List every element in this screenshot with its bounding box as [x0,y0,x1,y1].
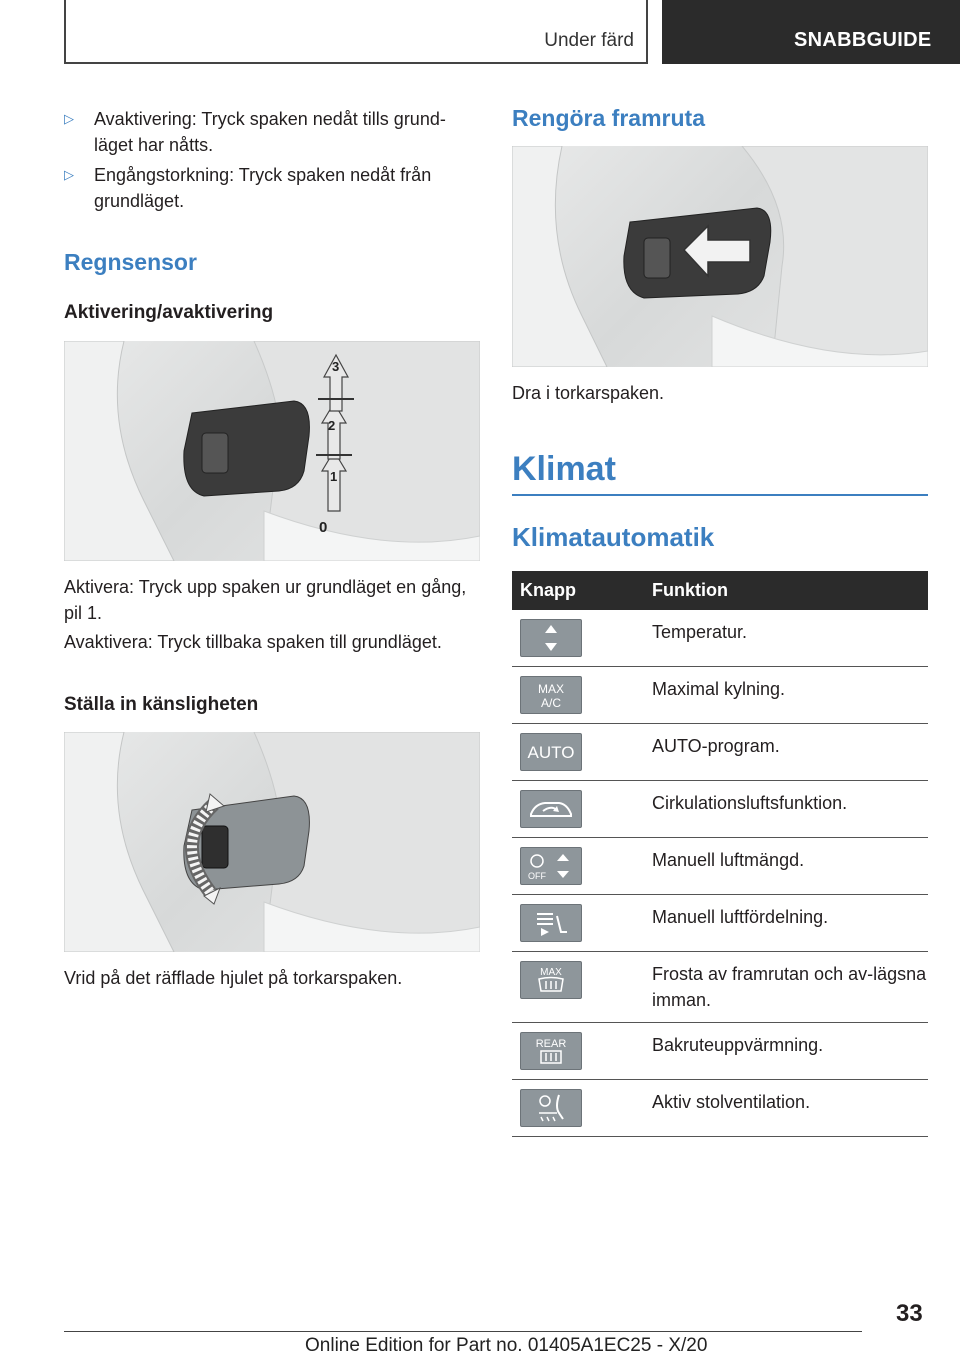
section-title-regnsensor: Regnsensor [64,249,197,275]
chapter-title-klimat: Klimat [512,450,616,488]
table-cell-function: Maximal kylning. [644,667,928,724]
table-cell-function: Cirkulationsluftsfunktion. [644,781,928,838]
seat-ventilation-icon [520,1089,582,1127]
paragraph-activate: Aktivera: Tryck upp spaken ur grundläget en gång, pil 1. [64,577,467,623]
bullet-triangle-icon: ▷ [64,111,74,126]
paragraph-deactivate: Avaktivera: Tryck tillbaka spaken till grundläget. [64,632,442,652]
table-row [512,952,928,1023]
table-cell-function: Bakruteuppvärmning. [644,1023,928,1080]
table-row [512,1080,928,1137]
table-row [512,781,928,838]
table-row [512,610,928,667]
chapter-divider [512,494,928,496]
section-title-windshield: Rengöra framruta [512,105,705,131]
subsection-title-sensitivity: Ställa in känsligheten [64,694,259,715]
bullet-triangle-icon: ▷ [64,167,74,182]
table-cell-function: Aktiv stolventilation. [644,1080,928,1137]
table-cell-function: Temperatur. [644,610,928,667]
bullet-text: Engångstorkning: Tryck spaken nedåt från grundläget. [94,165,432,211]
wiper-stalk-illustration [64,341,480,561]
paragraph-sensitivity: Vrid på det räfflade hjulet på torkarspaken. [64,968,403,988]
figure-label-1: 1 [330,469,338,484]
table-cell-function: Manuell luftfördelning. [644,895,928,952]
figure-label-0: 0 [319,519,328,536]
svg-text:AUTO: AUTO [527,743,575,762]
table-row [512,724,928,781]
paragraph-windshield: Dra i torkarspaken. [512,383,665,403]
table-row [512,895,928,952]
svg-text:MAX: MAX [540,967,562,978]
wiper-pull-illustration [512,146,928,367]
temperature-arrows-icon [520,619,582,657]
list-item [64,106,484,158]
table-cell-function: Frosta av framrutan och av-lägsna imman. [644,952,928,1023]
climate-controls-table [512,571,928,1137]
header-guide-tab [662,0,960,64]
column-header-button: Knapp [512,571,644,610]
table-row [512,667,928,724]
auto-icon [520,733,582,771]
header-section-title: Under färd [544,30,634,51]
svg-text:REAR: REAR [535,1038,567,1050]
header-guide-label: SNABBGUIDE [794,29,932,51]
column-header-function: Funktion [644,571,928,610]
footer-edition: Online Edition for Part no. 01405A1EC25 - X/20 [305,1335,708,1356]
table-row [512,1023,928,1080]
page-number: 33 [896,1300,923,1327]
table-header-row [512,571,928,610]
svg-text:OFF: OFF [528,871,546,881]
bullet-text: Avaktivering: Tryck spaken nedåt tills grund-läget har nåtts. [94,109,446,155]
table-row [512,838,928,895]
wiper-wheel-illustration [64,732,480,952]
air-distribution-icon [520,904,582,942]
figure-label-2: 2 [328,418,336,433]
recirculation-icon [520,790,582,828]
subsection-title-activation: Aktivering/avaktivering [64,302,274,323]
fan-off-icon [520,847,582,885]
rear-defrost-icon [520,1032,582,1070]
table-cell-function: AUTO-program. [644,724,928,781]
footer-divider [64,1331,862,1332]
table-cell-function: Manuell luftmängd. [644,838,928,895]
figure-label-3: 3 [332,359,340,374]
section-title-klimatautomatik: Klimatautomatik [512,522,715,552]
figure-rain-sensor-activation [64,341,480,561]
svg-text:A/C: A/C [540,696,562,710]
list-item [64,162,484,214]
max-ac-icon [520,676,582,714]
max-defrost-icon [520,961,582,999]
figure-sensitivity-wheel [64,732,480,952]
header-section-box [64,0,648,64]
figure-windshield-cleaning [512,146,928,367]
svg-text:MAX: MAX [537,682,565,696]
